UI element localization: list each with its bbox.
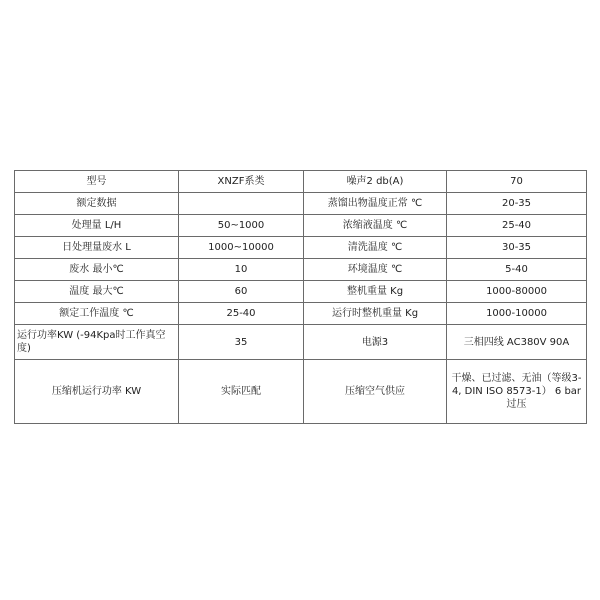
noise-value: 70 — [447, 171, 587, 193]
operating-power-value: 35 — [179, 325, 304, 360]
cleaning-temp-value: 30-35 — [447, 237, 587, 259]
operating-weight-value: 1000-10000 — [447, 303, 587, 325]
capacity-label: 处理量 L/H — [15, 215, 179, 237]
compressed-air-value: 干燥、已过滤、无油（等级3-4, DIN ISO 8573-1） 6 bar过压 — [447, 360, 587, 424]
daily-capacity-value: 1000~10000 — [179, 237, 304, 259]
model-value: XNZF系类 — [179, 171, 304, 193]
table-row — [15, 171, 587, 193]
wastewater-min-value: 10 — [179, 259, 304, 281]
distillate-temp-label: 蒸馏出物温度正常 ℃ — [304, 193, 447, 215]
table-row — [15, 281, 587, 303]
table-row — [15, 325, 587, 360]
rated-data-value — [179, 193, 304, 215]
ambient-temp-label: 环境温度 ℃ — [304, 259, 447, 281]
table-row — [15, 360, 587, 424]
concentrate-temp-label: 浓缩液温度 ℃ — [304, 215, 447, 237]
ambient-temp-value: 5-40 — [447, 259, 587, 281]
machine-weight-label: 整机重量 Kg — [304, 281, 447, 303]
machine-weight-value: 1000-80000 — [447, 281, 587, 303]
spec-table — [14, 170, 587, 424]
compressor-power-value: 实际匹配 — [179, 360, 304, 424]
capacity-value: 50~1000 — [179, 215, 304, 237]
distillate-temp-value: 20-35 — [447, 193, 587, 215]
daily-capacity-label: 日处理量废水 L — [15, 237, 179, 259]
table-row — [15, 215, 587, 237]
temp-max-value: 60 — [179, 281, 304, 303]
concentrate-temp-value: 25-40 — [447, 215, 587, 237]
table-row — [15, 237, 587, 259]
cleaning-temp-label: 清洗温度 ℃ — [304, 237, 447, 259]
table-row — [15, 193, 587, 215]
wastewater-min-label: 废水 最小℃ — [15, 259, 179, 281]
table-row — [15, 303, 587, 325]
model-label: 型号 — [15, 171, 179, 193]
rated-data-label: 额定数据 — [15, 193, 179, 215]
rated-work-temp-label: 额定工作温度 ℃ — [15, 303, 179, 325]
compressor-power-label: 压缩机运行功率 KW — [15, 360, 179, 424]
table-row — [15, 259, 587, 281]
operating-weight-label: 运行时整机重量 Kg — [304, 303, 447, 325]
noise-label: 噪声2 db(A) — [304, 171, 447, 193]
power-supply-label: 电源3 — [304, 325, 447, 360]
power-supply-value: 三相四线 AC380V 90A — [447, 325, 587, 360]
temp-max-label: 温度 最大℃ — [15, 281, 179, 303]
rated-work-temp-value: 25-40 — [179, 303, 304, 325]
compressed-air-label: 压缩空气供应 — [304, 360, 447, 424]
operating-power-label: 运行功率KW (-94Kpa时工作真空度) — [15, 325, 179, 360]
